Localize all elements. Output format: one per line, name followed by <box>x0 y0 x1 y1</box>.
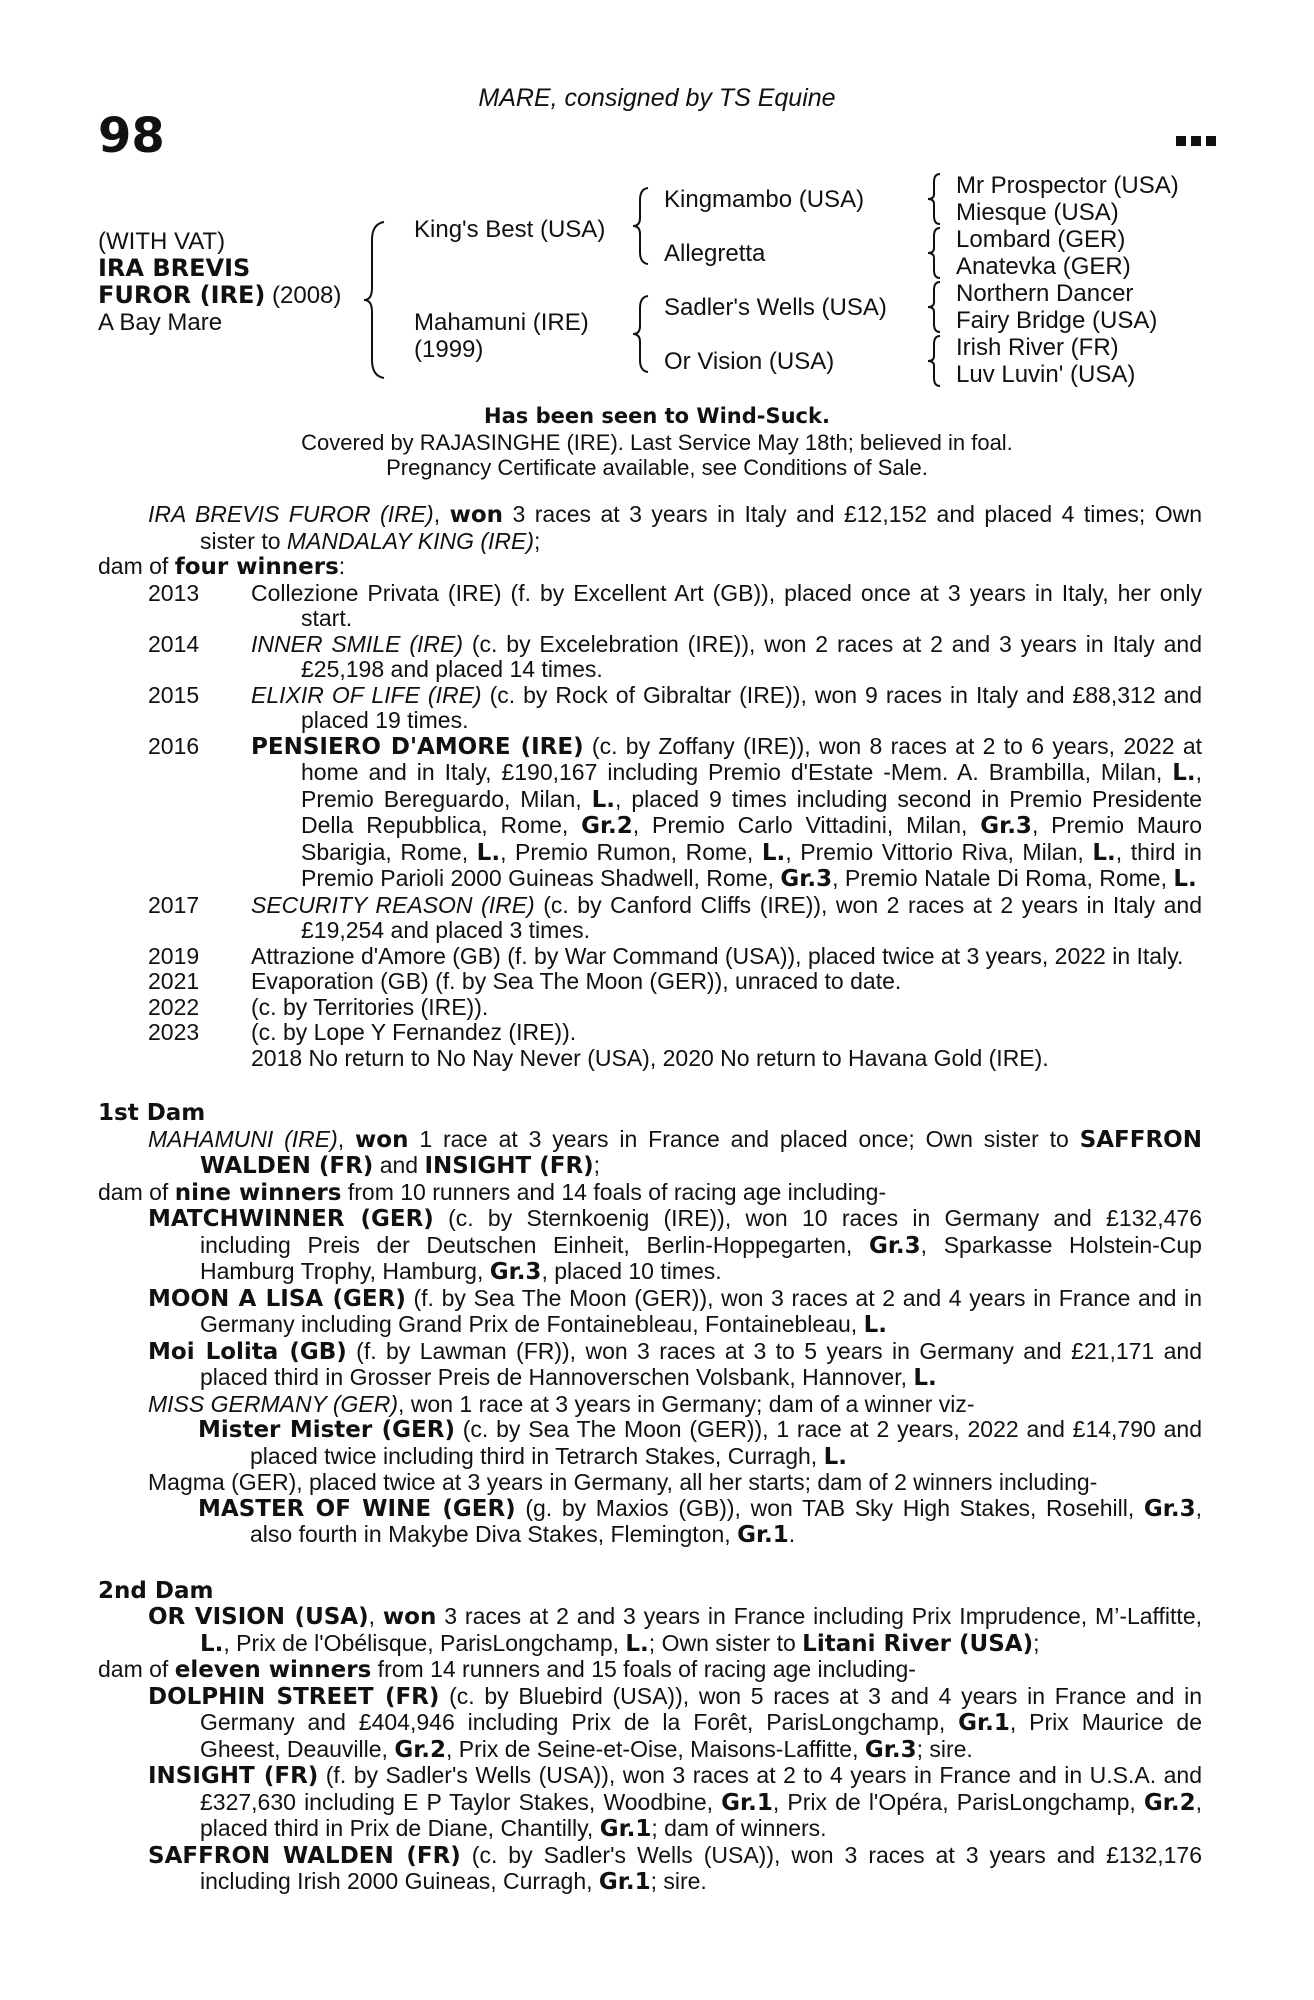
second-dam-dam-of: dam of eleven winners from 14 runners and 15 foals of racing age including- <box>98 1656 916 1683</box>
horse-vat: (WITH VAT) <box>98 228 226 255</box>
progeny-row: 2014 INNER SMILE (IRE) (c. by Excelebration (IRE)), won 2 races at 2 and 3 years in Italy and £25,198 and placed 14 times. <box>148 630 1202 682</box>
progeny-matchwinner: MATCHWINNER (GER) (c. by Sternkoenig (IRE)), won 10 races in Germany and £132,476 including Preis der Deutschen Einheit, Berlin-Hoppegarten, Gr.3, Sparkasse Holstein-Cup Hamburg Trophy, Hamburg, Gr.3, placed 10 times. <box>148 1205 1202 1285</box>
progeny-moi-lolita: Moi Lolita (GB) (f. by Lawman (FR)), won 3 races at 3 to 5 years in Germany and £21,171 and placed third in Grosser Preis de Hannoverschen Volsbank, Hannover, L. <box>148 1337 1202 1391</box>
lot-number: 98 <box>98 108 165 164</box>
grandparent-1: Mr Prospector (USA) <box>956 172 1179 199</box>
sire-brace-icon <box>630 186 654 266</box>
first-dam-heading: 1st Dam <box>98 1100 206 1126</box>
consignment-line: MARE, consigned by TS Equine <box>478 84 836 112</box>
grandparent-8: Luv Luvin' (USA) <box>956 361 1136 388</box>
progeny-row: 2019 Attrazione d'Amore (GB) (f. by War Command (USA)), placed twice at 3 years, 2022 in Italy. <box>148 942 1184 969</box>
catalogue-body <box>98 502 1202 1896</box>
horse-description: A Bay Mare <box>98 309 223 336</box>
horse-name-line2: FUROR (IRE) (2008) <box>98 281 342 309</box>
covered-note: Covered by RAJASINGHE (IRE). Last Service May 18th; believed in foal. <box>301 430 1013 455</box>
sire-dam: Allegretta <box>664 240 766 267</box>
first-dam-summary: MAHAMUNI (IRE), won 1 race at 3 years in France and placed once; Own sister to SAFFRON WALDEN (FR) and INSIGHT (FR); <box>148 1125 1202 1179</box>
mare-dam-of: dam of four winners: <box>98 553 346 580</box>
horse-name-line1: IRA BREVIS <box>98 254 251 282</box>
sire-name: King's Best (USA) <box>414 216 606 243</box>
progeny-dolphin-street: DOLPHIN STREET (FR) (c. by Bluebird (USA)), won 5 races at 3 and 4 years in France and in Germany and £404,946 including Prix de la Forêt, ParisLongchamp, Gr.1, Prix Maurice de Gheest, Deauville, Gr.2, Prix de Seine-et-Oise, Maisons-Laffitte, Gr.3; sire. <box>148 1682 1203 1763</box>
progeny-row: 2013 Collezione Privata (IRE) (f. by Excellent Art (GB)), placed once at 3 years in Italy, her only start. <box>148 579 1202 631</box>
grandparent-6: Fairy Bridge (USA) <box>956 307 1158 334</box>
grandparent-3: Lombard (GER) <box>956 226 1126 253</box>
no-return-note: 2018 No return to No Nay Never (USA), 2020 No return to Havana Gold (IRE). <box>251 1044 1049 1071</box>
pregnancy-note: Pregnancy Certificate available, see Conditions of Sale. <box>386 455 928 480</box>
g-brace-icon <box>926 334 946 388</box>
progeny-miss-germany: MISS GERMANY (GER), won 1 race at 3 years in Germany; dam of a winner viz- <box>148 1390 975 1417</box>
g-brace-icon <box>926 172 946 226</box>
lot-marker-icon <box>1176 136 1216 146</box>
dam-brace-icon <box>630 294 654 374</box>
progeny-saffron-walden: SAFFRON WALDEN (FR) (c. by Sadler's Wells (USA)), won 3 races at 3 years and £132,176 including Irish 2000 Guineas, Curragh, Gr.1; sire. <box>148 1841 1203 1895</box>
dam-name: Mahamuni (IRE) <box>414 309 589 336</box>
progeny-row: 2016 PENSIERO D'AMORE (IRE) (c. by Zoffany (IRE)), won 8 races at 2 to 6 years, 2022 at home and in Italy, £190,167 including Premio d'Estate -Mem. A. Brambilla, Milan, L., Premio Bereguardo, Milan, L., placed 9 times including second in Premio Presidente Della Repubblica, Rome, Gr.2, Premio Carlo Vittadini, Milan, Gr.3, Premio Mauro Sbarigia, Rome, L., Premio Rumon, Rome, L., Premio Vittorio Riva, Milan, L., third in Premio Parioli 2000 Guineas Shadwell, Rome, Gr.3, Premio Natale Di Roma, Rome, L. <box>148 732 1203 892</box>
grandparent-2: Miesque (USA) <box>956 199 1119 226</box>
g-brace-icon <box>926 280 946 334</box>
progeny-moon-a-lisa: MOON A LISA (GER) (f. by Sea The Moon (GER)), won 3 races at 2 and 4 years in France and in Germany including Grand Prix de Fontainebleau, Fontainebleau, L. <box>148 1284 1202 1338</box>
mare-summary: IRA BREVIS FUROR (IRE), won 3 races at 3 years in Italy and £12,152 and placed 4 times; Own sister to MANDALAY KING (IRE); <box>148 501 1203 554</box>
progeny-master-of-wine: MASTER OF WINE (GER) (g. by Maxios (GB)), won TAB Sky High Stakes, Rosehill, Gr.3, also fourth in Makybe Diva Stakes, Flemington, Gr.1. <box>198 1494 1202 1548</box>
progeny-row: 2021 Evaporation (GB) (f. by Sea The Moon (GER)), unraced to date. <box>148 968 902 994</box>
grandparent-4: Anatevka (GER) <box>956 253 1131 280</box>
progeny-mister-mister: Mister Mister (GER) (c. by Sea The Moon (GER)), 1 race at 2 years, 2022 and £14,790 and placed twice including third in Tetrarch Stakes, Curragh, L. <box>198 1416 1202 1470</box>
first-dam-dam-of: dam of nine winners from 10 runners and 14 foals of racing age including- <box>98 1178 887 1206</box>
progeny-row: 2022 (c. by Territories (IRE)). <box>148 993 489 1020</box>
progeny-magma: Magma (GER), placed twice at 3 years in Germany, all her starts; dam of 2 winners including- <box>148 1469 1098 1495</box>
sire-dam-brace-icon <box>362 220 392 380</box>
progeny-insight: INSIGHT (FR) (f. by Sadler's Wells (USA)), won 3 races at 2 to 4 years in France and in U.S.A. and £327,630 including E P Taylor Stakes, Woodbine, Gr.1, Prix de l'Opéra, ParisLongchamp, Gr.2, placed third in Prix de Diane, Chantilly, Gr.1; dam of winners. <box>148 1762 1202 1842</box>
wind-suck-note: Has been seen to Wind-Suck. <box>484 404 830 428</box>
second-dam-summary: OR VISION (USA), won 3 races at 2 and 3 years in France including Prix Imprudence, M’-Laffitte, L., Prix de l'Obélisque, ParisLongchamp, L.; Own sister to Litani River (USA); <box>148 1603 1202 1657</box>
progeny-row: 2015 ELIXIR OF LIFE (IRE) (c. by Rock of Gibraltar (IRE)), won 9 races in Italy and £88,312 and placed 19 times. <box>148 681 1202 733</box>
progeny-row: 2017 SECURITY REASON (IRE) (c. by Canford Cliffs (IRE)), won 2 races at 2 years in Italy and £19,254 and placed 3 times. <box>148 891 1202 943</box>
dam-dam: Or Vision (USA) <box>664 348 835 375</box>
sire-sire: Kingmambo (USA) <box>664 186 865 213</box>
grandparent-5: Northern Dancer <box>956 280 1134 307</box>
second-dam-heading: 2nd Dam <box>98 1577 214 1604</box>
dam-year: (1999) <box>414 336 484 363</box>
grandparent-7: Irish River (FR) <box>956 334 1119 361</box>
g-brace-icon <box>926 226 946 280</box>
dam-sire: Sadler's Wells (USA) <box>664 294 887 321</box>
progeny-row: 2023 (c. by Lope Y Fernandez (IRE)). <box>148 1019 577 1045</box>
